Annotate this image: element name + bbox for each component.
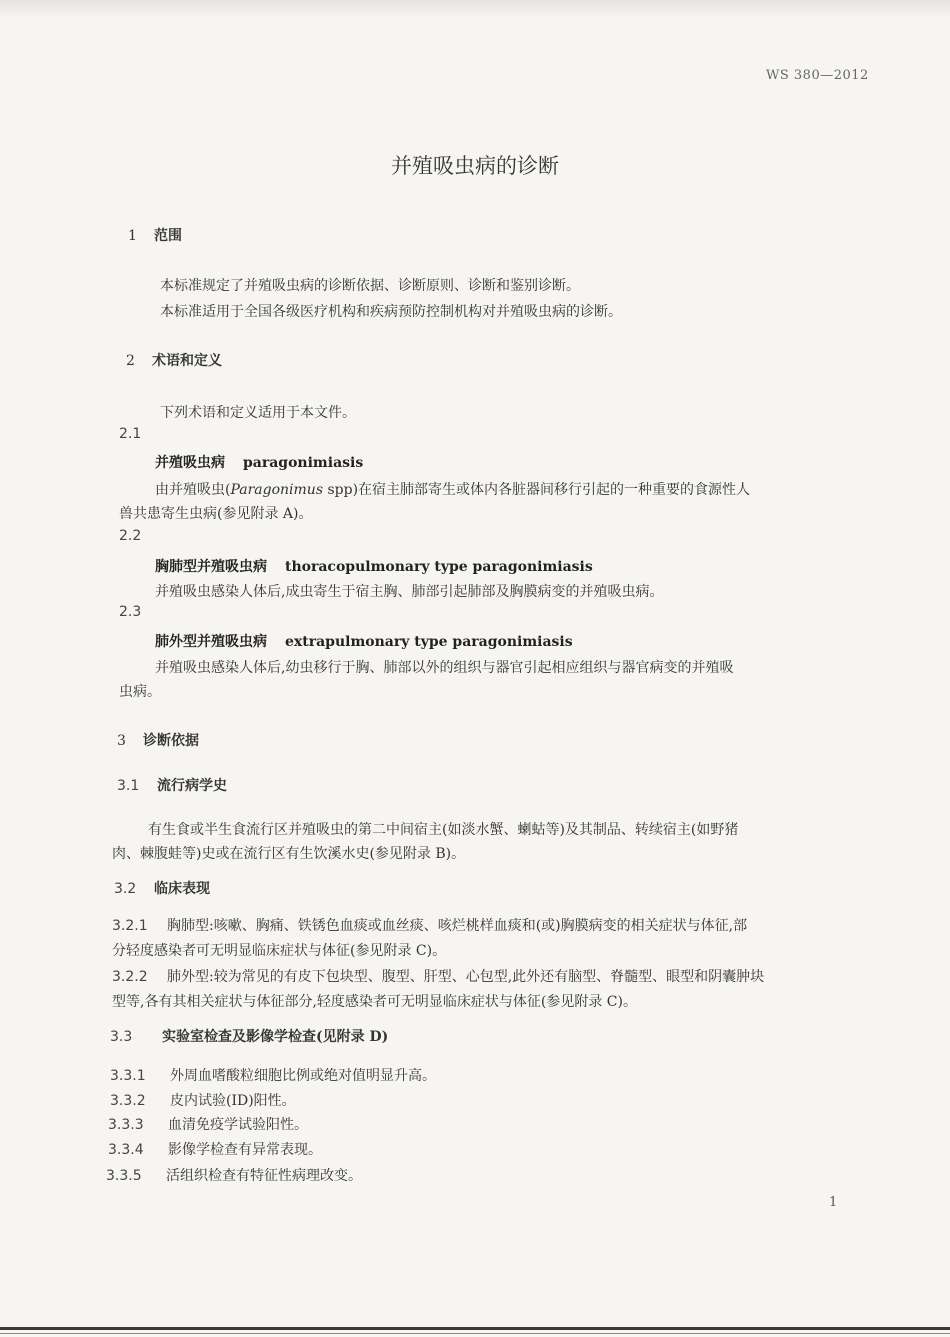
subsection-heading <box>114 878 210 898</box>
section-title: 诊断依据 <box>143 733 199 749</box>
definition: 并殖吸虫感染人体后,幼虫移行于胸、肺部以外的组织与器官引起相应组织与器官病变的并殖吸 <box>155 660 734 676</box>
section-2-heading <box>126 350 222 370</box>
clause-number: 3.2.1 <box>112 918 148 934</box>
item-text: 活组织检查有特征性病理改变。 <box>166 1168 362 1184</box>
section-number: 2 <box>126 353 135 369</box>
item-text: 血清免疫学试验阳性。 <box>168 1117 308 1133</box>
clause-number: 3.2.2 <box>112 969 148 985</box>
item-number: 3.3.3 <box>108 1117 144 1133</box>
clause-text: 肺外型:较为常见的有皮下包块型、腹型、肝型、心包型,此外还有脑型、脊髓型、眼型和阴囊肿块 <box>167 969 765 985</box>
section-number: 1 <box>128 228 137 244</box>
term-zh: 并殖吸虫病 <box>155 455 225 471</box>
definition: 并殖吸虫感染人体后,成虫寄生于宿主胸、肺部引起肺部及胸膜病变的并殖吸虫病。 <box>155 584 664 600</box>
scan-bottom-line-thin <box>0 1333 950 1334</box>
clause-continued: 型等,各有其相关症状与体征部分,轻度感染者可无明显临床症状与体征(参见附录 C)。 <box>112 994 637 1010</box>
subsection-title: 临床表现 <box>154 881 210 897</box>
item-number: 3.3.1 <box>110 1068 146 1084</box>
item-text: 外周血嗜酸粒细胞比例或绝对值明显升高。 <box>170 1068 436 1084</box>
paragraph: 有生食或半生食流行区并殖吸虫的第二中间宿主(如淡水蟹、蝲蛄等)及其制品、转续宿主(如野猪 <box>148 822 739 838</box>
list-item <box>106 1165 362 1185</box>
subsection-number: 3.2 <box>114 881 137 897</box>
section-title: 范围 <box>154 228 182 244</box>
term-heading <box>155 452 363 472</box>
term-zh: 胸肺型并殖吸虫病 <box>155 559 267 575</box>
list-item <box>108 1139 322 1159</box>
subsection-title: 流行病学史 <box>157 778 227 794</box>
definition-continued: 兽共患寄生虫病(参见附录 A)。 <box>119 506 313 522</box>
list-item <box>110 1065 436 1085</box>
clause <box>112 966 764 986</box>
clause <box>112 915 747 935</box>
list-item <box>108 1114 308 1134</box>
scan-bottom-line <box>0 1327 950 1330</box>
term-en: extrapulmonary type paragonimiasis <box>285 634 573 650</box>
page-number: 1 <box>829 1195 838 1210</box>
item-text: 影像学检查有异常表现。 <box>168 1142 322 1158</box>
standard-number: WS 380—2012 <box>766 68 869 83</box>
term-en: paragonimiasis <box>243 455 364 471</box>
definition <box>155 479 750 499</box>
section-3-heading <box>117 730 199 750</box>
term-en: thoracopulmonary type paragonimiasis <box>285 559 593 575</box>
term-number: 2.3 <box>119 604 142 620</box>
subsection-title: 实验室检查及影像学检查(见附录 D) <box>162 1029 389 1045</box>
paragraph: 下列术语和定义适用于本文件。 <box>160 405 356 421</box>
subsection-heading <box>110 1026 388 1046</box>
definition-text: 由并殖吸虫( <box>155 482 231 498</box>
definition-text: spp)在宿主肺部寄生或体内各脏器间移行引起的一种重要的食源性人 <box>323 482 751 498</box>
subsection-number: 3.1 <box>117 778 140 794</box>
term-number: 2.2 <box>119 528 142 544</box>
paragraph: 本标准适用于全国各级医疗机构和疾病预防控制机构对并殖吸虫病的诊断。 <box>160 304 622 320</box>
section-number: 3 <box>117 733 126 749</box>
clause-text: 胸肺型:咳嗽、胸痛、铁锈色血痰或血丝痰、咳烂桃样血痰和(或)胸膜病变的相关症状与体征,部 <box>167 918 748 934</box>
paragraph-continued: 肉、棘腹蛙等)史或在流行区有生饮溪水史(参见附录 B)。 <box>112 846 466 862</box>
term-heading <box>155 631 573 651</box>
definition-italic: Paragonimus <box>230 482 324 498</box>
term-zh: 肺外型并殖吸虫病 <box>155 634 267 650</box>
item-number: 3.3.2 <box>110 1093 146 1109</box>
term-heading <box>155 556 593 576</box>
document-title: 并殖吸虫病的诊断 <box>391 154 559 178</box>
definition-continued: 虫病。 <box>119 684 161 700</box>
subsection-heading <box>117 775 227 795</box>
item-number: 3.3.4 <box>108 1142 144 1158</box>
item-number: 3.3.5 <box>106 1168 142 1184</box>
scan-top-edge <box>0 0 950 18</box>
item-text: 皮内试验(ID)阳性。 <box>170 1093 296 1109</box>
clause-continued: 分轻度感染者可无明显临床症状与体征(参见附录 C)。 <box>112 943 447 959</box>
term-number: 2.1 <box>119 426 142 442</box>
section-title: 术语和定义 <box>152 353 222 369</box>
subsection-number: 3.3 <box>110 1029 133 1045</box>
list-item <box>110 1090 296 1110</box>
section-1-heading <box>128 225 182 245</box>
paragraph: 本标准规定了并殖吸虫病的诊断依据、诊断原则、诊断和鉴别诊断。 <box>160 278 580 294</box>
